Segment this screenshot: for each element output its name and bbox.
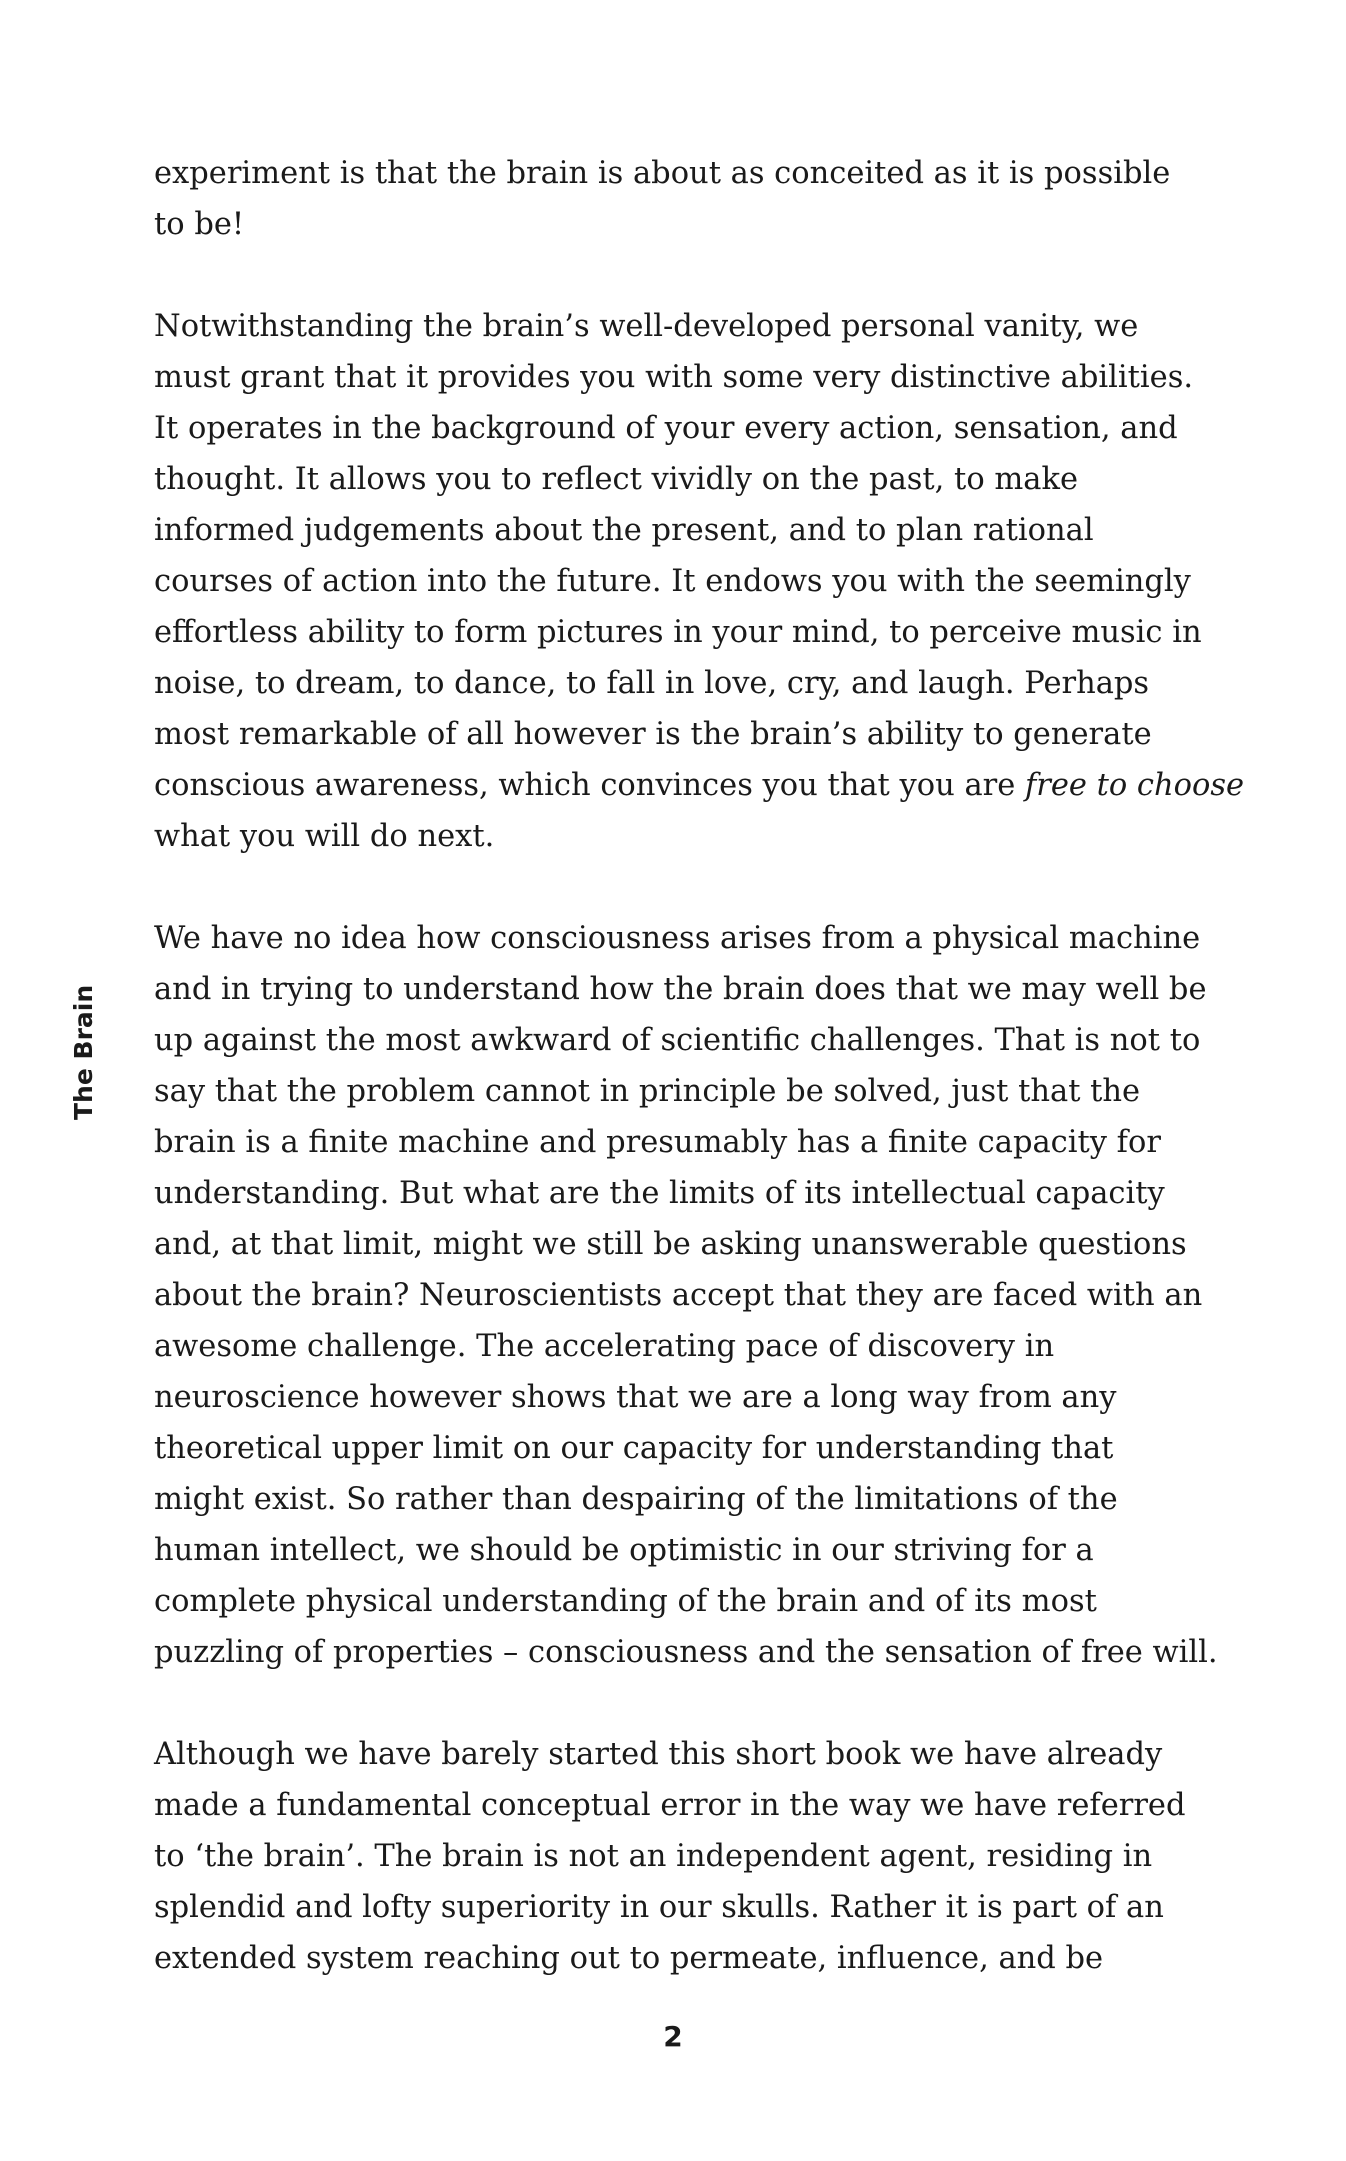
text-line: extended system reaching out to permeate, influence, and be <box>154 1941 1104 1976</box>
text-line: up against the most awkward of scientific challenges. That is not to <box>154 1023 1201 1058</box>
text-line: It operates in the background of your every action, sensation, and <box>154 411 1178 446</box>
italic-phrase: free to choose <box>1024 768 1245 803</box>
text-line: thought. It allows you to reflect vividly on the past, to make <box>154 462 1079 497</box>
text-line: to be! <box>154 207 245 242</box>
text-line: noise, to dream, to dance, to fall in love, cry, and laugh. Perhaps <box>154 666 1150 701</box>
text-line: must grant that it provides you with some very distinctive abilities. <box>154 360 1194 395</box>
body-text <box>154 148 1245 1984</box>
running-head: The Brain <box>69 984 98 1120</box>
paragraph <box>154 1729 1234 1984</box>
text-line: complete physical understanding of the brain and of its most <box>154 1584 1097 1619</box>
text-line: understanding. But what are the limits of its intellectual capacity <box>154 1176 1165 1211</box>
text-line: made a fundamental conceptual error in the way we have referred <box>154 1788 1186 1823</box>
text-line: courses of action into the future. It endows you with the seemingly <box>154 564 1191 599</box>
text-line: about the brain? Neuroscientists accept that they are faced with an <box>154 1278 1203 1313</box>
text-line <box>154 760 1245 811</box>
text-line: brain is a finite machine and presumably has a finite capacity for <box>154 1125 1161 1160</box>
text-line: human intellect, we should be optimistic in our striving for a <box>154 1533 1094 1568</box>
text-line: experiment is that the brain is about as conceited as it is possible <box>154 156 1171 191</box>
text-line: to ‘the brain’. The brain is not an independent agent, residing in <box>154 1839 1153 1874</box>
text-line: effortless ability to form pictures in your mind, to perceive music in <box>154 615 1202 650</box>
text-run: conscious awareness, which convinces you that you are <box>154 768 1025 803</box>
text-line: informed judgements about the present, and to plan rational <box>154 513 1094 548</box>
text-line: awesome challenge. The accelerating pace of discovery in <box>154 1329 1055 1364</box>
text-line: splendid and lofty superiority in our skulls. Rather it is part of an <box>154 1890 1164 1925</box>
text-line: and, at that limit, might we still be asking unanswerable questions <box>154 1227 1187 1262</box>
text-line: might exist. So rather than despairing of the limitations of the <box>154 1482 1118 1517</box>
text-line: most remarkable of all however is the brain’s ability to generate <box>154 717 1152 752</box>
text-line: theoretical upper limit on our capacity for understanding that <box>154 1431 1114 1466</box>
page-number: 2 <box>663 2020 683 2053</box>
text-line: what you will do next. <box>154 819 495 854</box>
text-line: say that the problem cannot in principle be solved, just that the <box>154 1074 1141 1109</box>
text-line: and in trying to understand how the brain does that we may well be <box>154 972 1207 1007</box>
paragraph <box>154 301 1245 862</box>
paragraph <box>154 148 1234 250</box>
paragraph <box>154 913 1234 1678</box>
text-line: We have no idea how consciousness arises from a physical machine <box>154 921 1201 956</box>
text-line: Notwithstanding the brain’s well-developed personal vanity, we <box>154 309 1139 344</box>
text-line: Although we have barely started this short book we have already <box>154 1737 1163 1772</box>
text-line: puzzling of properties – consciousness and the sensation of free will. <box>154 1635 1218 1670</box>
text-line: neuroscience however shows that we are a long way from any <box>154 1380 1117 1415</box>
